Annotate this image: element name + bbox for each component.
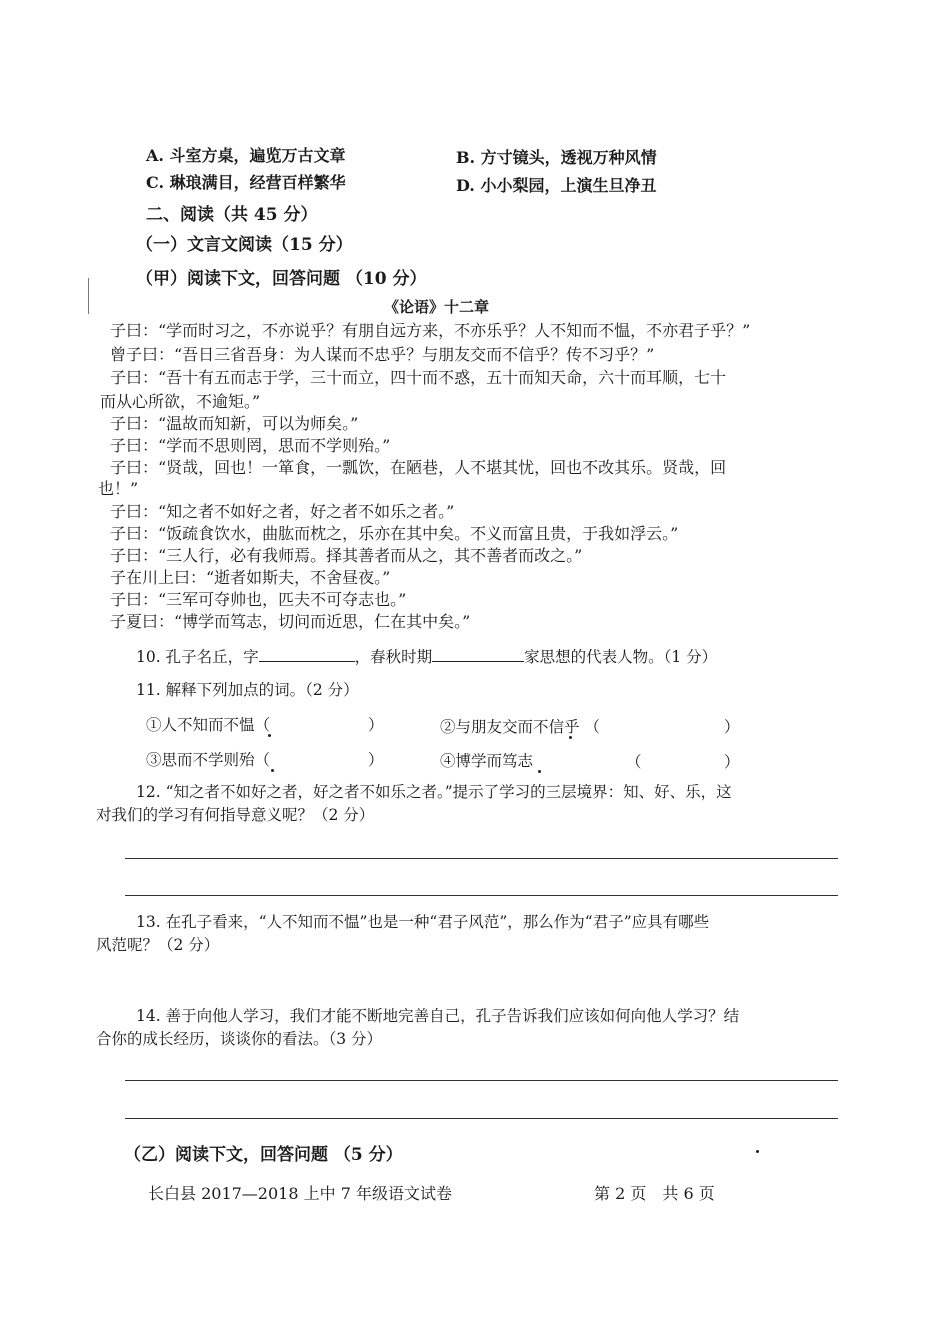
q12-answer-line-2[interactable] <box>125 895 838 896</box>
passage-line: 曾子曰：“吾日三省吾身：为人谋而不忠乎？与朋友交而不信乎？传不习乎？” <box>110 345 655 364</box>
question-10-part2: ，春秋时期 <box>354 648 433 666</box>
emphasis-dot <box>538 770 541 773</box>
q14-answer-line-2[interactable] <box>125 1118 838 1119</box>
q11-item-3-close: ） <box>368 751 384 769</box>
emphasis-dot <box>569 736 572 739</box>
q11-item-4-close: ） <box>724 753 740 771</box>
question-14-line1: 14. 善于向他人学习，我们才能不断地完善自己，孔子告诉我们应该如何向他人学习？结 <box>136 1007 740 1025</box>
passage-line: 子曰：“学而时习之，不亦说乎？有朋自远方来，不亦乐乎？人不知而不愠，不亦君子乎？” <box>110 321 751 340</box>
section-classical: （一）文言文阅读（15 分） <box>136 235 353 255</box>
question-10-part3: 家思想的代表人物。（1 分） <box>524 648 718 666</box>
passage-line: 而从心所欲，不逾矩。” <box>100 392 261 411</box>
passage-line: 子夏曰：“博学而笃志，切问而近思，仁在其中矣。” <box>110 612 471 631</box>
passage-line: 子曰：“知之者不如好之者，好之者不如乐之者。” <box>110 502 455 521</box>
q11-item-4-open: （ <box>626 753 642 771</box>
question-10 <box>136 645 717 667</box>
option-a: A. 斗室方桌，遍览万古文章 <box>146 146 346 165</box>
passage-line: 子曰：“三军可夺帅也，匹夫不可夺志也。” <box>110 590 407 609</box>
passage-line: 也！” <box>98 479 139 498</box>
footer-page-number: 第 2 页 共 6 页 <box>594 1184 715 1203</box>
margin-rule <box>88 278 89 314</box>
passage-line: 子曰：“吾十有五而志于学，三十而立，四十而不惑，五十而知天命，六十而耳顺，七十 <box>110 368 727 387</box>
q11-item-1-close: ） <box>368 716 384 734</box>
passage-line: 子曰：“三人行，必有我师焉。择其善者而从之，其不善者而改之。” <box>110 546 583 565</box>
q11-item-1: ①人不知而不愠（ <box>146 716 271 734</box>
question-12-line1: 12. “知之者不如好之者，好之者不如乐之者。”提示了学习的三层境界：知、好、乐，这 <box>136 783 732 801</box>
passage-line: 子曰：“温故而知新，可以为师矣。” <box>110 414 359 433</box>
question-14-line2: 合你的成长经历，谈谈你的看法。（3 分） <box>96 1030 383 1048</box>
q10-blank-school[interactable] <box>432 647 524 662</box>
passage-line: 子曰：“饭疏食饮水，曲肱而枕之，乐亦在其中矣。不义而富且贵，于我如浮云。” <box>110 524 679 543</box>
section-yi: （乙）阅读下文，回答问题 （5 分） <box>124 1145 403 1165</box>
q11-item-4: ④博学而笃志 <box>440 752 534 770</box>
q14-answer-line-1[interactable] <box>125 1080 838 1081</box>
section-reading: 二、阅读（共 45 分） <box>146 205 318 225</box>
question-13-line1: 13. 在孔子看来，“人不知而不愠”也是一种“君子风范”，那么作为“君子”应具有哪些 <box>136 913 710 931</box>
question-13-line2: 风范呢？（2 分） <box>96 936 220 954</box>
footer-exam-title: 长白县 2017—2018 上中 7 年级语文试卷 <box>148 1184 452 1203</box>
emphasis-dot <box>268 734 271 737</box>
passage-line: 子在川上曰：“逝者如斯夫，不舍昼夜。” <box>110 568 391 587</box>
question-12-line2: 对我们的学习有何指导意义呢？（2 分） <box>96 806 375 824</box>
passage-line: 子曰：“贤哉，回也！一箪食，一瓢饮，在陋巷，人不堪其忧，回也不改其乐。贤哉，回 <box>110 458 727 477</box>
passage-title: 《论语》十二章 <box>384 298 490 316</box>
q10-blank-courtesy-name[interactable] <box>259 647 355 662</box>
option-d: D. 小小梨园，上演生旦净丑 <box>456 176 657 195</box>
question-10-part1: 10. 孔子名丘，字 <box>136 648 259 666</box>
option-b: B. 方寸镜头，透视万种风情 <box>456 148 657 167</box>
stray-mark <box>756 1150 759 1153</box>
emphasis-dot <box>271 769 274 772</box>
q11-item-3: ③思而不学则殆（ <box>146 751 271 769</box>
q11-item-2: ②与朋友交而不信乎 （ <box>440 718 600 736</box>
q11-item-2-close: ） <box>724 718 740 736</box>
question-11: 11. 解释下列加点的词。（2 分） <box>136 681 359 699</box>
section-jia: （甲）阅读下文，回答问题 （10 分） <box>136 269 427 289</box>
option-c: C. 琳琅满目，经营百样繁华 <box>146 173 346 192</box>
passage-line: 子曰：“学而不思则罔，思而不学则殆。” <box>110 436 391 455</box>
q12-answer-line-1[interactable] <box>125 858 838 859</box>
